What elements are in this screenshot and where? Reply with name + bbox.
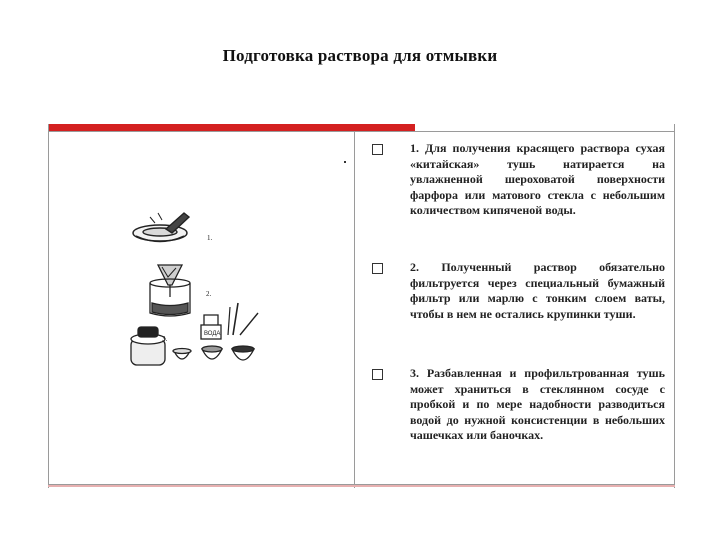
frame-divider-line	[354, 131, 355, 488]
frame-right-line	[674, 124, 675, 488]
frame-bottom-accent	[48, 485, 675, 487]
ink-preparation-illustration	[118, 195, 288, 375]
list-item-text: 1. Для получения красящего раствора сухая «китайская» тушь натирается на увлажненной шероховатой поверхности фарфора или матового стекла с небольшим количеством кипяченой воды.	[410, 141, 665, 218]
stray-dot	[344, 161, 346, 163]
step-3-label: 3.	[162, 335, 168, 343]
water-label: ВОДА	[204, 331, 221, 337]
step-2-label: 2.	[206, 290, 212, 298]
slide-title: Подготовка раствора для отмывки	[222, 46, 498, 65]
accent-bar	[48, 124, 415, 131]
square-bullet-icon	[372, 144, 383, 155]
grinding-dish-drawing	[133, 213, 189, 242]
list-item-text: 3. Разбавленная и профильтрованная тушь может храниться в стеклянном сосуде с пробкой и по мере надобности разводиться водой до нужной консистенции в небольших чашечках или баночках.	[410, 366, 665, 443]
frame-left-line	[48, 124, 49, 488]
square-bullet-icon	[372, 369, 383, 380]
filter-jar-drawing	[150, 265, 190, 316]
frame-top-line	[48, 131, 675, 132]
list-item-text: 2. Полученный раствор обязательно фильтруется через специальный бумажный фильтр или марлю с тонким слоем ваты, чтобы в нем не остались крупинки туши.	[410, 260, 665, 321]
step-1-label: 1.	[207, 234, 213, 242]
square-bullet-icon	[372, 263, 383, 274]
